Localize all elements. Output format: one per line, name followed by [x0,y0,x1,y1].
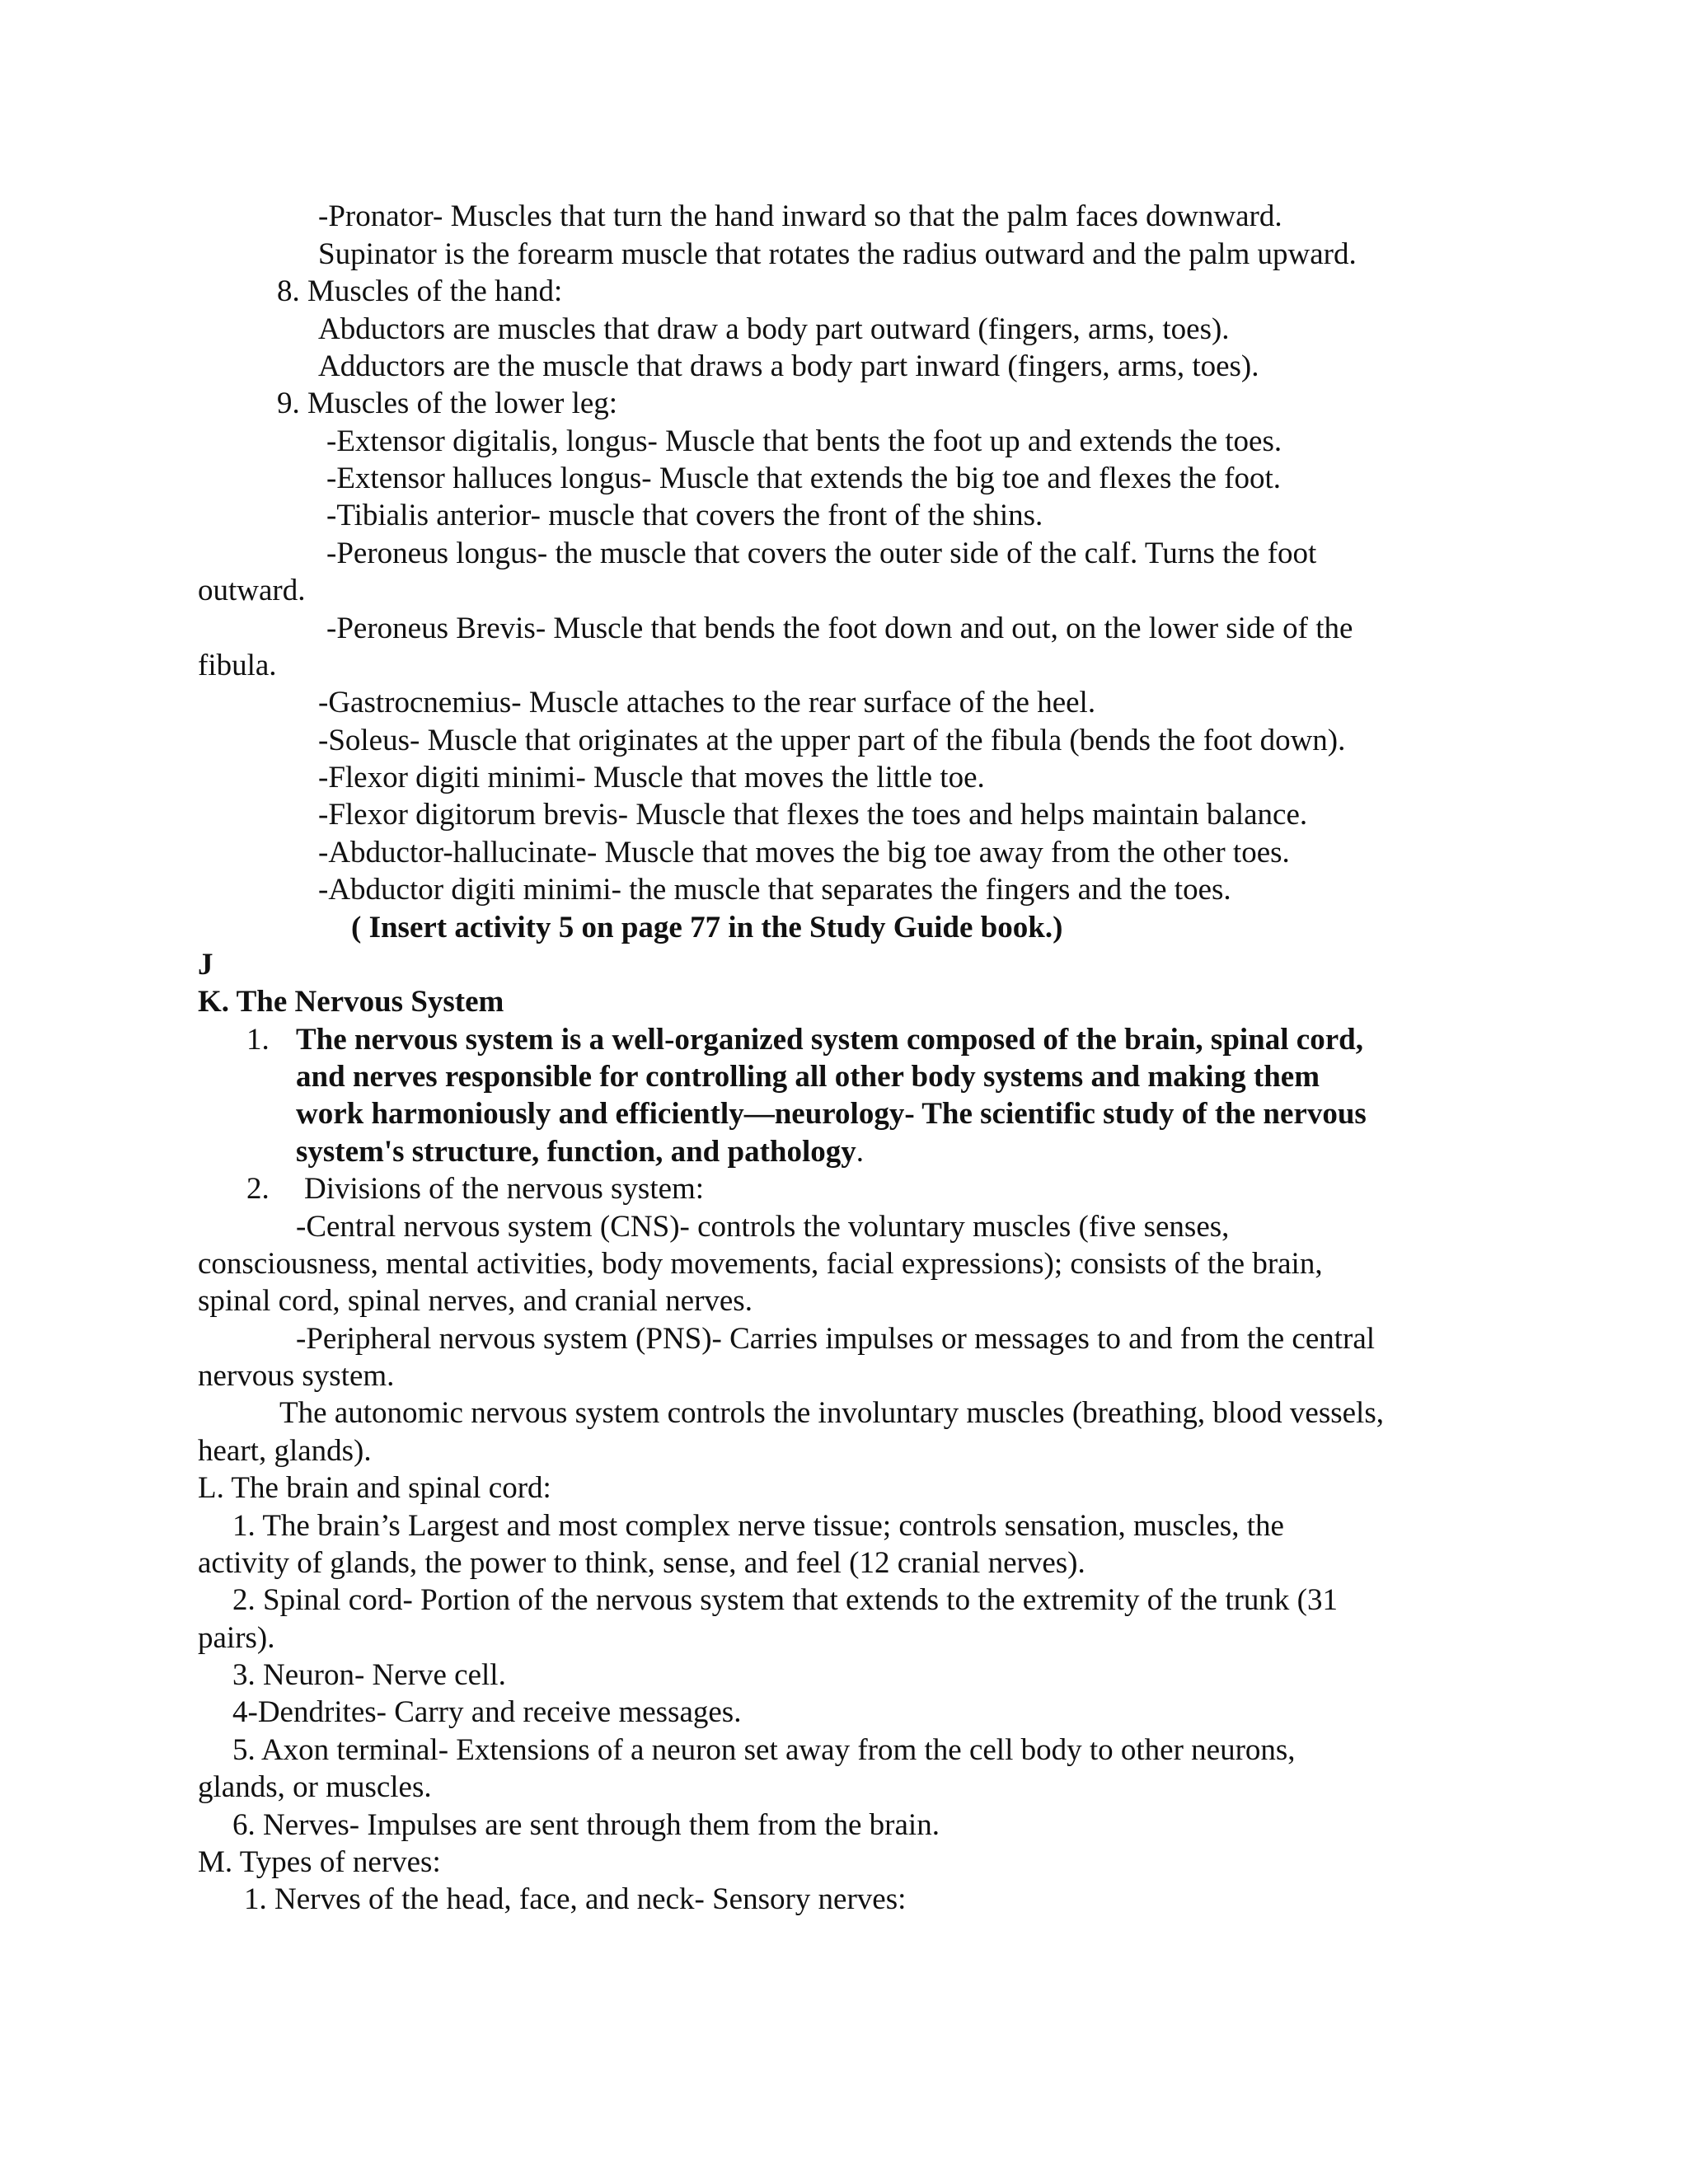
text-line: Divisions of the nervous system: [304,1172,705,1206]
list-number: 1. [246,1023,270,1057]
text-line: -Central nervous system (CNS)- controls the voluntary muscles (five senses, [296,1210,1230,1244]
text-line: -Pronator- Muscles that turn the hand inward so that the palm faces downward. [318,199,1282,233]
text-line: -Abductor-hallucinate- Muscle that moves the big toe away from the other toes. [318,836,1290,869]
text-line: -Extensor digitalis, longus- Muscle that bents the foot up and extends the toes. [326,424,1282,458]
text-line: -Soleus- Muscle that originates at the upper part of the fibula (bends the foot down). [318,724,1346,757]
text-line: Abductors are muscles that draw a body part outward (fingers, arms, toes). [318,312,1230,346]
text-line: -Peroneus longus- the muscle that covers the outer side of the calf. Turns the foot [326,537,1317,570]
text-line: -Flexor digiti minimi- Muscle that moves the little toe. [318,761,985,794]
text-line: -Abductor digiti minimi- the muscle that separates the fingers and the toes. [318,873,1231,907]
text-line: The autonomic nervous system controls the involuntary muscles (breathing, blood vessels, [279,1396,1384,1430]
text-line: spinal cord, spinal nerves, and cranial nerves. [198,1284,753,1318]
text-line: nervous system. [198,1359,395,1393]
text-line: The nervous system is a well-organized system composed of the brain, spinal cord, [296,1023,1363,1057]
section-heading: K. The Nervous System [198,985,504,1019]
section-heading: M. Types of nerves: [198,1845,441,1879]
period: . [856,1135,864,1169]
text-line: work harmoniously and efficiently—neurology- The scientific study of the nervous [296,1097,1367,1131]
text-line: pairs). [198,1621,275,1655]
text-line: 5. Axon terminal- Extensions of a neuron set away from the cell body to other neurons, [232,1733,1296,1767]
text-line: Adductors are the muscle that draws a body part inward (fingers, arms, toes). [318,349,1259,383]
text-line: fibula. [198,649,277,682]
text-line: 4-Dendrites- Carry and receive messages. [232,1695,742,1729]
list-item-heading: 8. Muscles of the hand: [277,274,563,308]
text-line: 2. Spinal cord- Portion of the nervous system that extends to the extremity of the trunk (31 [232,1583,1338,1617]
text-line: heart, glands). [198,1434,372,1468]
stray-letter: J [198,948,213,982]
activity-note: ( Insert activity 5 on page 77 in the Study Guide book.) [351,911,1063,944]
bold-text: system's structure, function, and pathology [296,1135,856,1169]
text-line: outward. [198,574,306,607]
section-heading: L. The brain and spinal cord: [198,1471,551,1505]
list-item-heading: 9. Muscles of the lower leg: [277,387,618,420]
text-line: activity of glands, the power to think, sense, and feel (12 cranial nerves). [198,1546,1085,1580]
text-line: Supinator is the forearm muscle that rotates the radius outward and the palm upward. [318,237,1357,271]
text-line: -Peroneus Brevis- Muscle that bends the foot down and out, on the lower side of the [326,612,1353,645]
list-number: 2. [246,1172,270,1206]
text-line [296,1133,864,1171]
text-line: 3. Neuron- Nerve cell. [232,1658,506,1692]
text-line: 6. Nerves- Impulses are sent through them from the brain. [232,1808,940,1842]
text-line: -Extensor halluces longus- Muscle that extends the big toe and flexes the foot. [326,462,1282,495]
text-line: 1. The brain’s Largest and most complex nerve tissue; controls sensation, muscles, the [232,1509,1284,1543]
text-line: consciousness, mental activities, body movements, facial expressions); consists of the brain, [198,1247,1323,1281]
text-line: -Flexor digitorum brevis- Muscle that flexes the toes and helps maintain balance. [318,798,1308,832]
text-line: glands, or muscles. [198,1770,432,1804]
text-line: -Peripheral nervous system (PNS)- Carries impulses or messages to and from the central [296,1322,1376,1356]
text-line: 1. Nerves of the head, face, and neck- Sensory nerves: [244,1882,907,1916]
text-line: -Gastrocnemius- Muscle attaches to the rear surface of the heel. [318,686,1096,719]
text-line: and nerves responsible for controlling all other body systems and making them [296,1060,1320,1094]
text-line: -Tibialis anterior- muscle that covers the front of the shins. [326,499,1043,532]
